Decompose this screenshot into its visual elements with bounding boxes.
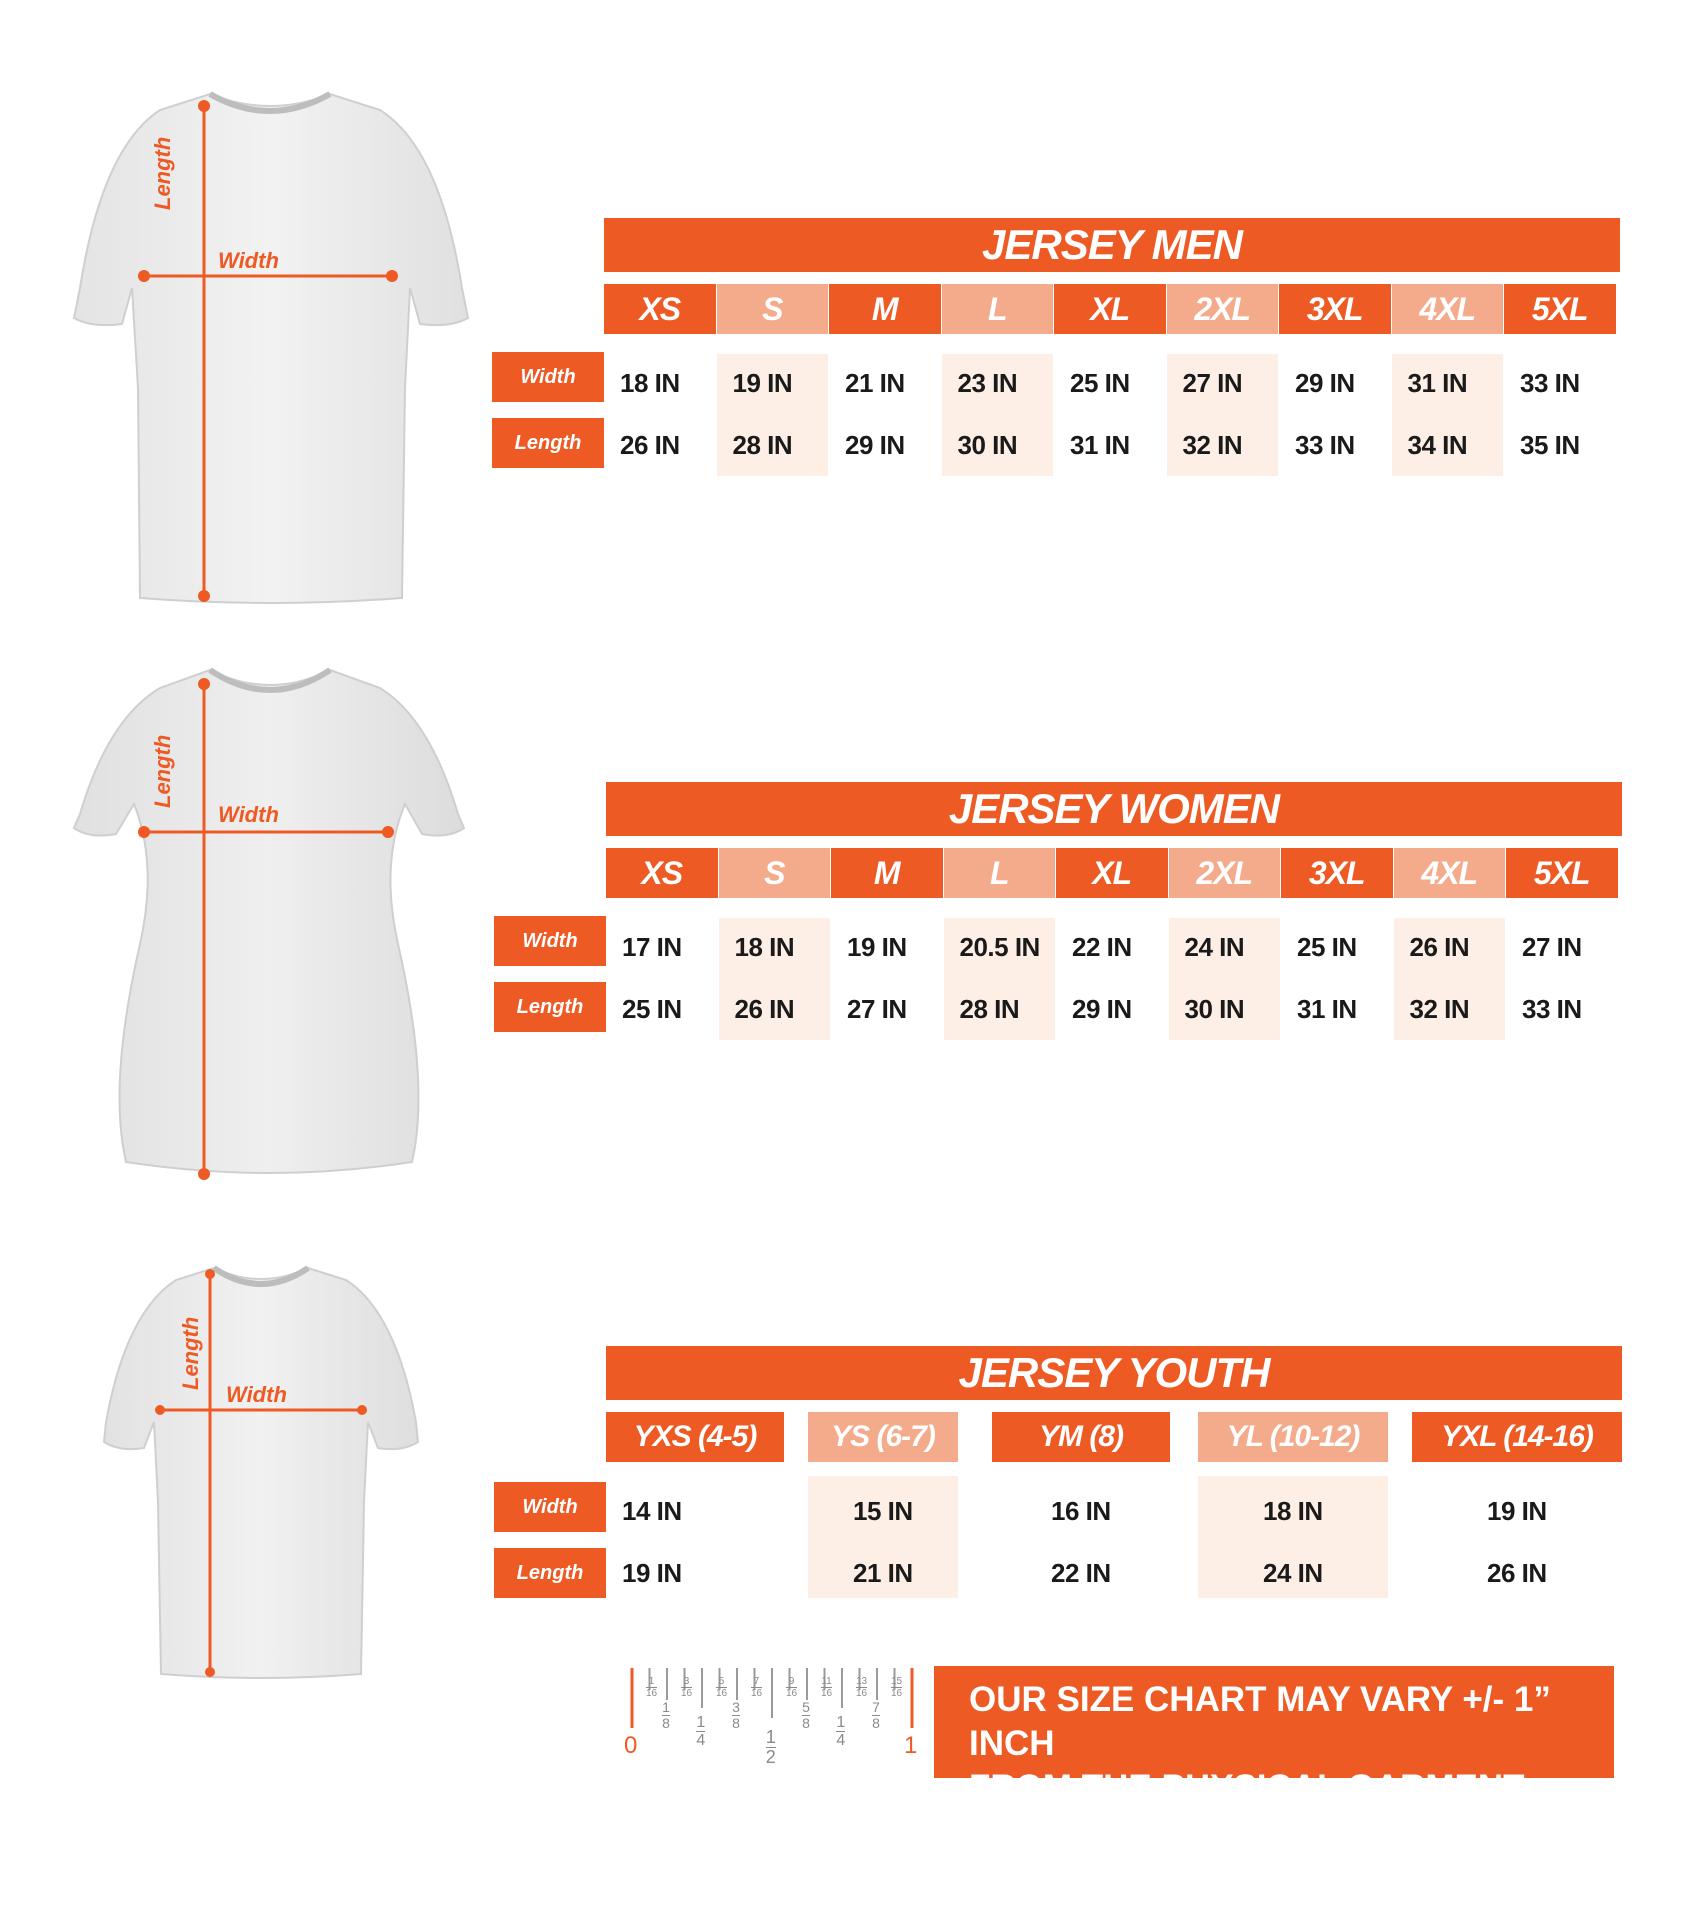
ruler-eighth-label-num: 5 <box>802 1699 810 1715</box>
youth-size-0: YXS (4-5) <box>606 1412 784 1462</box>
youth-length-label: Length <box>178 1316 203 1390</box>
men-size-4: XL <box>1054 284 1166 334</box>
men-length-value: 29 IN <box>845 430 905 460</box>
ruler-sixteenth-label <box>891 1676 902 1699</box>
ruler-eighth-label <box>732 1700 740 1731</box>
women-size-2: M <box>831 848 943 898</box>
women-size-8: 5XL <box>1506 848 1618 898</box>
ruler-eighth-label-den: 8 <box>732 1715 740 1731</box>
women-size-6: 3XL <box>1281 848 1393 898</box>
youth-size-3: YL (10-12) <box>1198 1412 1388 1462</box>
ruler-sixteenth-label-den: 16 <box>751 1688 763 1699</box>
men-size-0: XS <box>604 284 716 334</box>
men-size-5: 2XL <box>1167 284 1279 334</box>
youth-width-value: 19 IN <box>1487 1496 1547 1526</box>
women-length-label: Length <box>150 734 175 808</box>
ruler-sixteenth-label <box>856 1676 867 1699</box>
women-width-value: 18 IN <box>734 932 795 962</box>
ruler-half-label-den: 2 <box>765 1747 776 1767</box>
ruler-eighth-label-den: 8 <box>872 1715 880 1731</box>
size-disclaimer <box>934 1666 1614 1807</box>
women-width-row-label: Width <box>494 916 606 966</box>
women-length-value: 28 IN <box>959 994 1020 1024</box>
women-width-value: 25 IN <box>1297 932 1357 962</box>
youth-size-1: YS (6-7) <box>808 1412 958 1462</box>
men-width-value: 27 IN <box>1182 368 1243 398</box>
men-size-8: 5XL <box>1504 284 1616 334</box>
youth-length-value: 26 IN <box>1487 1558 1547 1588</box>
ruler-sixteenth-label-num: 15 <box>891 1676 903 1687</box>
youth-width-value: 18 IN <box>1263 1496 1323 1526</box>
women-width-value: 17 IN <box>622 932 682 962</box>
youth-title: JERSEY YOUTH <box>606 1346 1622 1400</box>
ruler-eighth-label <box>662 1700 670 1731</box>
youth-width-value: 15 IN <box>853 1496 913 1526</box>
women-length-value: 33 IN <box>1522 994 1582 1024</box>
men-size-1: S <box>717 284 829 334</box>
women-length-value: 25 IN <box>622 994 682 1024</box>
ruler-quarter-label-num: 1 <box>696 1714 706 1731</box>
ruler-quarter-label <box>836 1714 845 1749</box>
men-width-value: 33 IN <box>1520 368 1580 398</box>
men-length-value: 33 IN <box>1295 430 1355 460</box>
women-width-value: 27 IN <box>1522 932 1582 962</box>
women-length-value: 27 IN <box>847 994 907 1024</box>
men-width-value: 29 IN <box>1295 368 1355 398</box>
men-length-value: 26 IN <box>620 430 680 460</box>
men-width-value: 31 IN <box>1407 368 1468 398</box>
ruler-eighth-label-num: 7 <box>872 1699 880 1715</box>
women-measure-lines <box>0 640 480 1200</box>
ruler-sixteenth-label-den: 16 <box>681 1688 693 1699</box>
ruler-quarter-label-den: 4 <box>836 1732 846 1749</box>
ruler-start-label: 0 <box>624 1732 638 1759</box>
youth-length-row-label: Length <box>494 1548 606 1598</box>
men-length-value: 31 IN <box>1070 430 1130 460</box>
men-width-value: 21 IN <box>845 368 905 398</box>
men-width-value: 19 IN <box>732 368 793 398</box>
men-width-label: Width <box>218 248 279 273</box>
women-length-value: 31 IN <box>1297 994 1357 1024</box>
ruler-sixteenth-label <box>821 1676 832 1699</box>
ruler-eighth-label <box>872 1700 880 1731</box>
men-measure-lines <box>0 0 480 620</box>
men-size-3: L <box>942 284 1054 334</box>
women-size-4: XL <box>1056 848 1168 898</box>
women-width-value: 20.5 IN <box>959 932 1040 962</box>
men-width-value: 23 IN <box>957 368 1018 398</box>
women-width-value: 22 IN <box>1072 932 1132 962</box>
women-length-value: 29 IN <box>1072 994 1132 1024</box>
youth-length-value: 22 IN <box>1051 1558 1111 1588</box>
women-width-value: 24 IN <box>1184 932 1245 962</box>
ruler-eighth-label-num: 1 <box>662 1699 670 1715</box>
ruler-sixteenth-label-num: 3 <box>681 1676 692 1688</box>
ruler-eighth-label-den: 8 <box>802 1715 810 1731</box>
youth-measure-lines <box>0 1260 480 1690</box>
ruler-sixteenth-label <box>646 1676 657 1699</box>
ruler-sixteenth-label-num: 11 <box>821 1676 832 1687</box>
women-length-row-label: Length <box>494 982 606 1032</box>
men-length-value: 28 IN <box>732 430 793 460</box>
women-size-7: 4XL <box>1394 848 1506 898</box>
ruler-sixteenth-label-den: 16 <box>716 1688 728 1699</box>
ruler-sixteenth-label <box>681 1676 692 1699</box>
disclaimer-line-2: FROM THE PHYSICAL GARMENT. <box>969 1768 1531 1807</box>
disclaimer-line-1: OUR SIZE CHART MAY VARY +/- 1” INCH <box>969 1680 1551 1763</box>
men-width-value: 25 IN <box>1070 368 1130 398</box>
women-width-value: 19 IN <box>847 932 907 962</box>
ruler-quarter-label <box>696 1714 705 1749</box>
ruler-sixteenth-label-den: 16 <box>786 1688 798 1699</box>
ruler-sixteenth-label <box>751 1676 762 1699</box>
ruler-end-label: 1 <box>904 1732 918 1759</box>
women-length-value: 30 IN <box>1184 994 1245 1024</box>
women-size-0: XS <box>606 848 718 898</box>
men-title: JERSEY MEN <box>604 218 1620 272</box>
youth-width-label: Width <box>226 1382 287 1407</box>
ruler-sixteenth-label-den: 16 <box>891 1688 903 1699</box>
women-size-1: S <box>719 848 831 898</box>
ruler-eighth-label-num: 3 <box>732 1699 740 1715</box>
men-length-value: 34 IN <box>1407 430 1468 460</box>
women-title: JERSEY WOMEN <box>606 782 1622 836</box>
ruler-sixteenth-label-num: 5 <box>716 1676 727 1688</box>
men-length-value: 32 IN <box>1182 430 1243 460</box>
men-size-7: 4XL <box>1392 284 1504 334</box>
men-length-row-label: Length <box>492 418 604 468</box>
youth-width-value: 16 IN <box>1051 1496 1111 1526</box>
ruler-sixteenth-label-num: 7 <box>751 1676 762 1688</box>
youth-length-value: 19 IN <box>622 1558 682 1588</box>
ruler-half-label <box>766 1728 776 1767</box>
youth-size-2: YM (8) <box>992 1412 1170 1462</box>
ruler-sixteenth-label <box>716 1676 727 1699</box>
women-length-value: 26 IN <box>734 994 795 1024</box>
ruler-eighth-label <box>802 1700 810 1731</box>
youth-size-4: YXL (14-16) <box>1412 1412 1622 1462</box>
youth-length-value: 21 IN <box>853 1558 913 1588</box>
ruler-sixteenth-label-num: 13 <box>856 1676 868 1687</box>
ruler-quarter-label-den: 4 <box>696 1732 706 1749</box>
women-size-3: L <box>944 848 1056 898</box>
men-length-value: 35 IN <box>1520 430 1580 460</box>
men-width-row-label: Width <box>492 352 604 402</box>
ruler-sixteenth-label <box>786 1676 797 1699</box>
youth-width-row-label: Width <box>494 1482 606 1532</box>
youth-length-value: 24 IN <box>1263 1558 1323 1588</box>
ruler-sixteenth-label-num: 1 <box>646 1676 657 1688</box>
men-size-6: 3XL <box>1279 284 1391 334</box>
men-size-2: M <box>829 284 941 334</box>
women-size-5: 2XL <box>1169 848 1281 898</box>
ruler-half-label-num: 1 <box>765 1727 776 1747</box>
ruler-sixteenth-label-den: 16 <box>646 1688 658 1699</box>
youth-width-value: 14 IN <box>622 1496 682 1526</box>
ruler-sixteenth-label-den: 16 <box>856 1688 868 1699</box>
men-length-label: Length <box>150 136 175 210</box>
women-width-label: Width <box>218 802 279 827</box>
men-length-value: 30 IN <box>957 430 1018 460</box>
ruler-sixteenth-label-den: 16 <box>821 1688 833 1699</box>
ruler-quarter-label-num: 1 <box>836 1714 846 1731</box>
women-length-value: 32 IN <box>1409 994 1470 1024</box>
women-width-value: 26 IN <box>1409 932 1470 962</box>
ruler-sixteenth-label-num: 9 <box>786 1676 797 1688</box>
men-width-value: 18 IN <box>620 368 680 398</box>
ruler-eighth-label-den: 8 <box>662 1715 670 1731</box>
